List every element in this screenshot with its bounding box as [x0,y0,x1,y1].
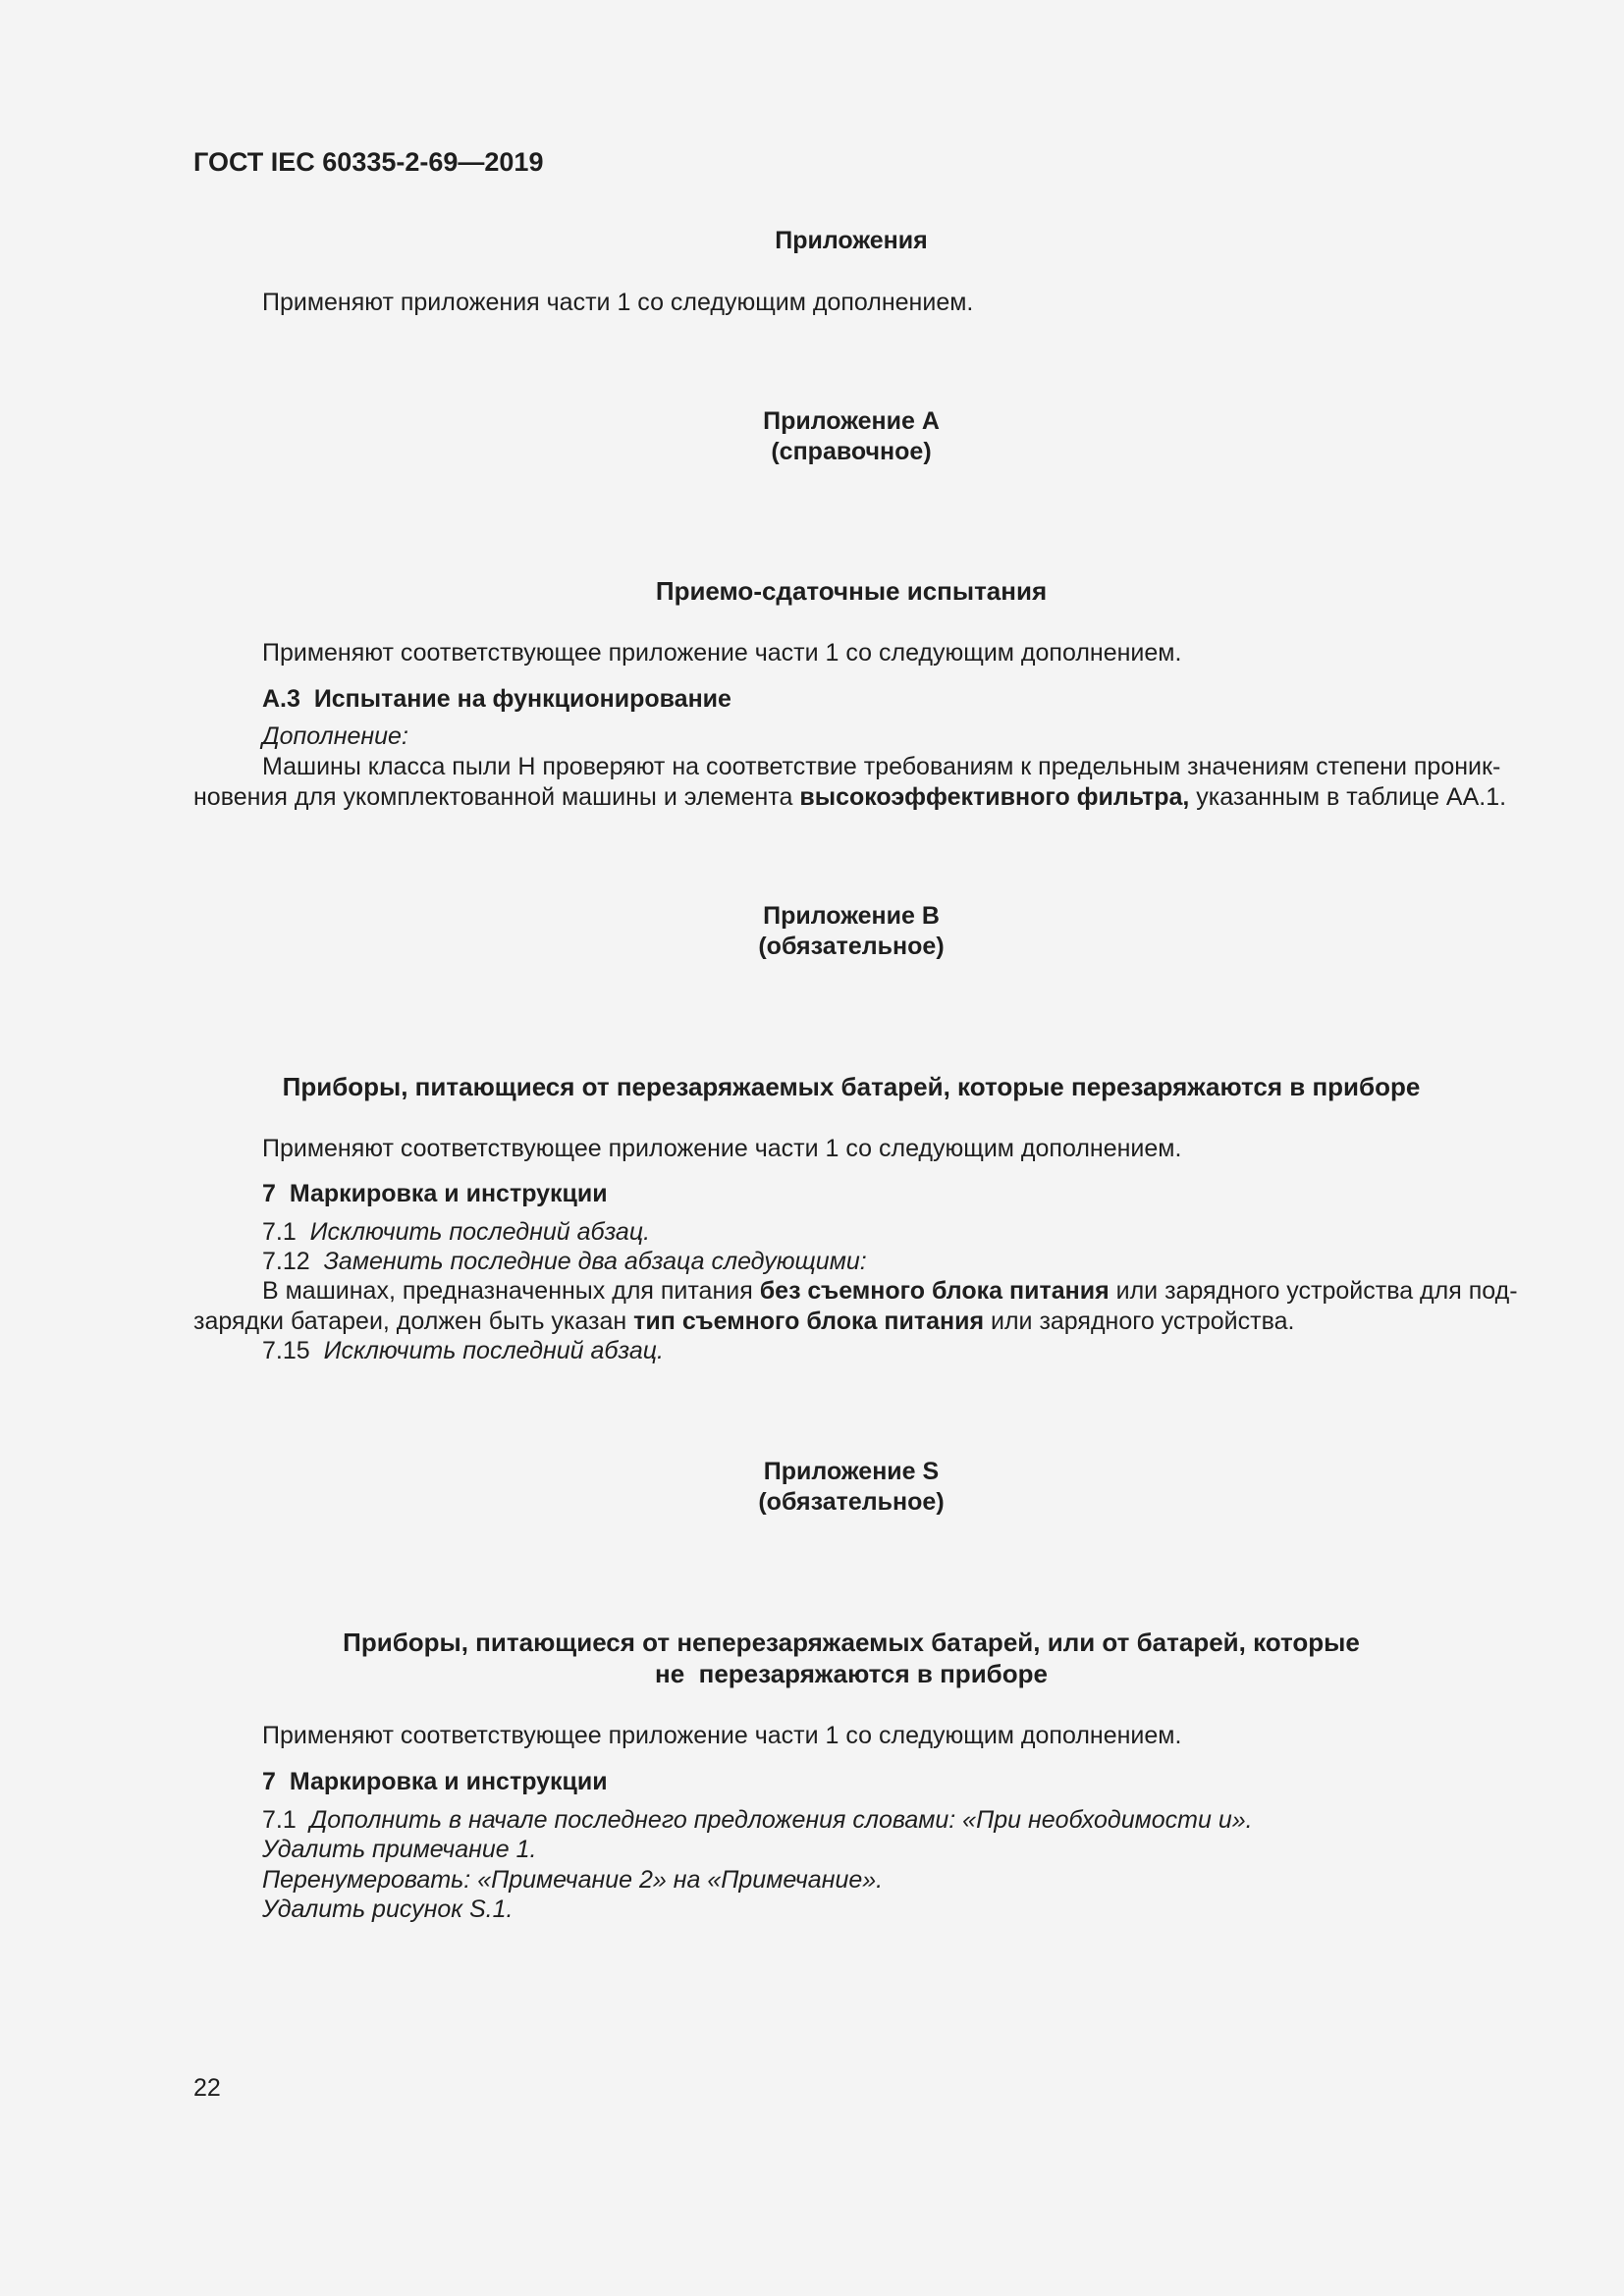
annex-b-title: Приложение В [763,902,940,930]
annex-b-item-7-15 [262,1336,664,1366]
text-run: зарядки батареи, должен быть указан [193,1308,634,1335]
item-number: 7.1 [262,1218,297,1246]
clause-title: Испытание на функционирование [313,685,731,713]
bold-term: без съемного блока питания [759,1277,1110,1305]
bold-term: высокоэффективного фильтра, [799,783,1190,811]
annex-b-subject: Приборы, питающиеся от перезаряжаемых батарей, которые перезаряжаются в приборе [282,1072,1421,1101]
section-title: Маркировка и инструкции [289,1180,608,1207]
item-text: Заменить последние два абзаца следующими: [323,1248,867,1275]
text-run: В машинах, предназначенных для питания [262,1277,760,1305]
document-code: ГОСТ IEC 60335-2-69—2019 [193,147,544,177]
annex-s-subject-line-2: не перезаряжаются в приборе [655,1659,1048,1688]
page-number: 22 [193,2074,221,2102]
section-number: 7 [262,1180,276,1207]
annex-s-intro: Применяют соответствующее приложение части 1 со следующим дополнением. [262,1722,1182,1749]
text-run: указанным в таблице АА.1. [1189,783,1507,811]
annex-s-line-3: Перенумеровать: «Примечание 2» на «Примечание». [262,1866,884,1894]
annex-s-section-heading [262,1767,608,1797]
item-number: 7.12 [262,1248,310,1275]
appendices-heading: Приложения [775,227,928,254]
annex-b-section-heading [262,1179,608,1209]
annex-a-title: Приложение А [763,407,940,435]
annex-a-addition-label: Дополнение: [262,722,408,750]
text-run: или зарядного устройства. [984,1308,1295,1335]
annex-b-intro: Применяют соответствующее приложение части 1 со следующим дополнением. [262,1135,1182,1162]
annex-s-subject-line-1: Приборы, питающиеся от неперезаряжаемых батарей, или от батарей, которые [343,1628,1360,1657]
annex-s-line-2: Удалить примечание 1. [262,1836,537,1863]
annex-b-status: (обязательное) [758,933,945,960]
annex-a-intro: Применяют соответствующее приложение части 1 со следующим дополнением. [262,639,1182,667]
annex-s-status: (обязательное) [758,1488,945,1516]
annex-s-line-4: Удалить рисунок S.1. [262,1896,514,1923]
annex-a-status: (справочное) [771,438,932,465]
section-number: 7 [262,1768,276,1795]
annex-s-item-7-1 [262,1805,1253,1836]
annex-s-title: Приложение S [763,1458,940,1485]
clause-number: A.3 [262,685,300,713]
item-text: Исключить последний абзац. [323,1337,664,1364]
appendices-intro: Применяют приложения части 1 со следующим дополнением. [262,289,974,316]
bold-term: тип съемного блока питания [633,1308,985,1335]
annex-b-paragraph-line-1 [262,1276,1518,1307]
annex-b-item-7-1 [262,1217,650,1248]
item-number: 7.15 [262,1337,310,1364]
item-text: Исключить последний абзац. [309,1218,651,1246]
annex-b-paragraph-line-2 [193,1307,1294,1337]
text-run: новения для укомплектованной машины и элемента [193,783,800,811]
section-title: Маркировка и инструкции [289,1768,608,1795]
annex-a-subject: Приемо-сдаточные испытания [655,576,1048,606]
annex-a-paragraph-line-1: Машины класса пыли Н проверяют на соответствие требованиям к предельным значениям степени проник- [262,753,1501,780]
item-number: 7.1 [262,1806,297,1834]
annex-a-paragraph-line-2 [193,782,1506,813]
annex-b-item-7-12 [262,1247,867,1277]
annex-a-clause-heading [262,684,731,715]
text-run: или зарядного устройства для под- [1109,1277,1518,1305]
item-text: Дополнить в начале последнего предложения словами: «При необходимости и». [309,1806,1253,1834]
